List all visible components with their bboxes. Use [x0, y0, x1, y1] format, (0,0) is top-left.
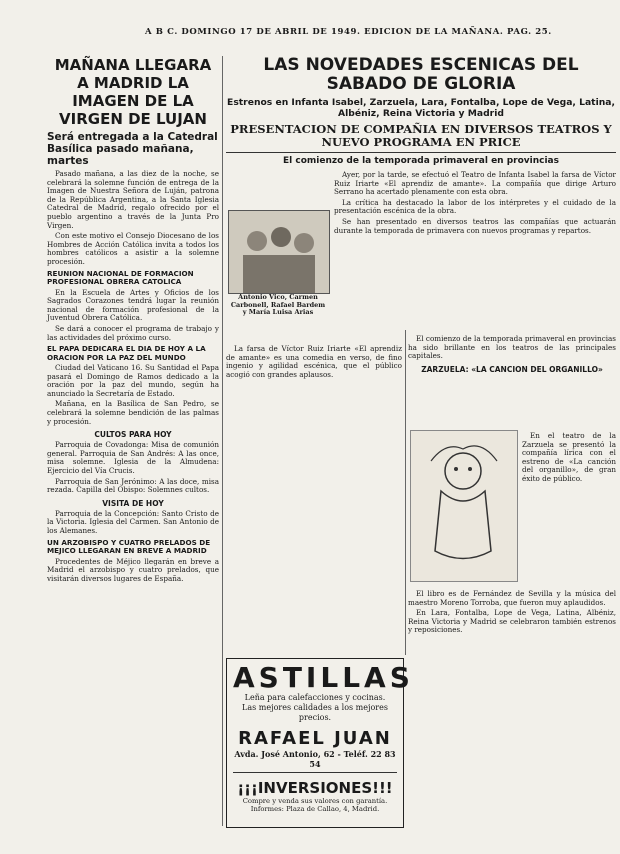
- deck-temporada: El comienzo de la temporada primaveral en provincias: [283, 156, 559, 166]
- section-heading: EL PAPA DEDICARA EL DIA DE HOY A LA ORACION POR LA PAZ DEL MUNDO: [47, 344, 206, 362]
- paragraph: En el teatro de la Zarzuela se presentó la compañía lírica con el estreno de «La canción del organillo», de gran éxito de público.: [522, 431, 616, 483]
- ad-brand: ASTILLAS: [233, 661, 414, 694]
- section-heading: CULTOS PARA HOY: [94, 430, 172, 440]
- photo-caption: Antonio Vico, Carmen Carbonell, Rafael Bardem y María Luisa Arias: [230, 293, 326, 316]
- paragraph: Pasado mañana, a las diez de la noche, se celebrará la solemne función de entrega de la Imagen de Nuestra Señora de Luján, patrona de la República Argentina, a la Santa Iglesia Catedral de Madrid, regalo ofrecido por el pueblo argentino a través de la Junta Pro Virgen.: [47, 169, 219, 230]
- headline-novedades-escenicas: LAS NOVEDADES ESCENICAS DEL SABADO DE GLORIA: [263, 55, 579, 94]
- paragraph: Procedentes de Méjico llegarán en breve a Madrid el arzobispo y cuatro prelados, que visitarán diversos lugares de España.: [47, 556, 219, 583]
- paragraph: Parroquia de la Concepción: Santo Cristo de la Victoria. Iglesia del Carmen. San Antonio de los Alemanes.: [47, 508, 219, 535]
- paragraph: Parroquia de San Jerónimo: A las doce, misa rezada. Capilla del Obispo: Solemnes cultos.: [47, 476, 219, 495]
- actors-photo: [228, 210, 330, 294]
- ad-line: Leña para calefacciones y cocinas.: [244, 693, 386, 702]
- illustration-drawing: [410, 430, 518, 582]
- section-heading: ZARZUELA: «LA CANCION DEL ORGANILLO»: [421, 364, 603, 374]
- ad-merchant-name: RAFAEL JUAN: [238, 728, 392, 749]
- divider: [226, 152, 616, 153]
- paragraph: En Lara, Fontalba, Lope de Vega, Latina, Albéniz, Reina Victoria y Madrid se celebraron también estrenos y reposiciones.: [408, 608, 616, 635]
- paragraph: Mañana, en la Basílica de San Pedro, se celebrará la solemne bendición de las palmas y procesión.: [47, 399, 219, 426]
- paragraph: Ayer, por la tarde, se efectuó el Teatro de Infanta Isabel la farsa de Víctor Ruiz Iriarte «El aprendiz de amante». La compañía que dirige Arturo Serrano ha acertado plenamente con esta obra.: [334, 170, 616, 197]
- right-column-bottom: [408, 590, 616, 637]
- paragraph: El libro es de Fernández de Sevilla y la música del maestro Moreno Torroba, que fueron muy aplaudidos.: [408, 589, 616, 607]
- section-heading: UN ARZOBISPO Y CUATRO PRELADOS DE MEJICO LLEGARAN EN BREVE A MADRID: [47, 537, 211, 556]
- column-divider: [222, 56, 223, 826]
- right-column: [408, 335, 616, 376]
- paragraph: Se dará a conocer el programa de trabajo y las actividades del próximo curso.: [47, 323, 219, 342]
- headline-virgen-lujan: MAÑANA LLEGARA A MADRID LA IMAGEN DE LA VIRGEN DE LUJAN: [54, 56, 212, 128]
- advertisement-astillas: [226, 658, 414, 828]
- theatre-article-continued: [226, 345, 402, 381]
- deck: Estrenos en Infanta Isabel, Zarzuela, Lara, Fontalba, Lope de Vega, Latina, Albéniz, Reina Victoria y Madrid: [227, 97, 615, 119]
- paragraph: Se han presentado en diversos teatros las compañías que actuarán durante la temporada de primavera con nuevos programas y repartos.: [334, 216, 616, 235]
- ad-footer-text: Compre y venda sus valores con garantía. Informes: Plaza de Callao, 4, Madrid.: [242, 797, 388, 813]
- paragraph: La crítica ha destacado la labor de los intérpretes y el cuidado de la presentación escénica de la obra.: [334, 197, 616, 216]
- ad-inversiones: ¡¡¡INVERSIONES!!!: [237, 779, 393, 797]
- left-column: [47, 56, 219, 585]
- paragraph: La farsa de Víctor Ruiz Iriarte «El aprendiz de amante» es una comedia en verso, de fino ingenio y agilidad escénica, que el público acogió con grandes aplausos.: [226, 344, 402, 379]
- right-column-side: [522, 432, 616, 486]
- column-divider: [405, 330, 406, 655]
- paragraph: En la Escuela de Artes y Oficios de los Sagrados Corazones tendrá lugar la reunión nacional de formación profesional de la Juventud Obrera Católica.: [47, 287, 219, 323]
- ad-address: Avda. José Antonio, 62 - Teléf. 22 83 54: [234, 749, 396, 769]
- paragraph: Parroquia de Covadonga: Misa de comunión general. Parroquia de San Andrés: A las once, misa solemne. Iglesia de la Almudena: Ejercicio del Vía Crucis.: [47, 440, 219, 476]
- section-heading: REUNION NACIONAL DE FORMACION PROFESIONAL OBRERA CATOLICA: [47, 268, 194, 287]
- caricature-icon: [411, 431, 517, 581]
- paragraph: Ciudad del Vaticano 16. Su Santidad el Papa pasará el Domingo de Ramos dedicado a la oración por la paz del mundo, según ha anunciado la Secretaría de Estado.: [47, 363, 219, 398]
- subhead-virgen-lujan: Será entregada a la Catedral Basílica pasado mañana, martes: [47, 131, 218, 167]
- section-heading: VISITA DE HOY: [102, 498, 164, 508]
- deck-presentacion: PRESENTACION DE COMPAÑIA EN DIVERSOS TEATROS Y NUEVO PROGRAMA EN PRICE: [230, 122, 612, 149]
- page-header: A B C. DOMINGO 17 DE ABRIL DE 1949. EDICION DE LA MAÑANA. PAG. 25.: [145, 27, 552, 37]
- paragraph: Con este motivo el Consejo Diocesano de los Hombres de Acción Católica invita a todos los hombres católicos a asistir a la solemne procesión.: [47, 231, 219, 266]
- ad-line: Las mejores calidades a los mejores precios.: [242, 703, 388, 722]
- divider: [233, 772, 397, 773]
- paragraph: El comienzo de la temporada primaveral en provincias ha sido brillante en los teatros de las principales capitales.: [408, 334, 616, 361]
- photo-placeholder-icon: [229, 211, 329, 293]
